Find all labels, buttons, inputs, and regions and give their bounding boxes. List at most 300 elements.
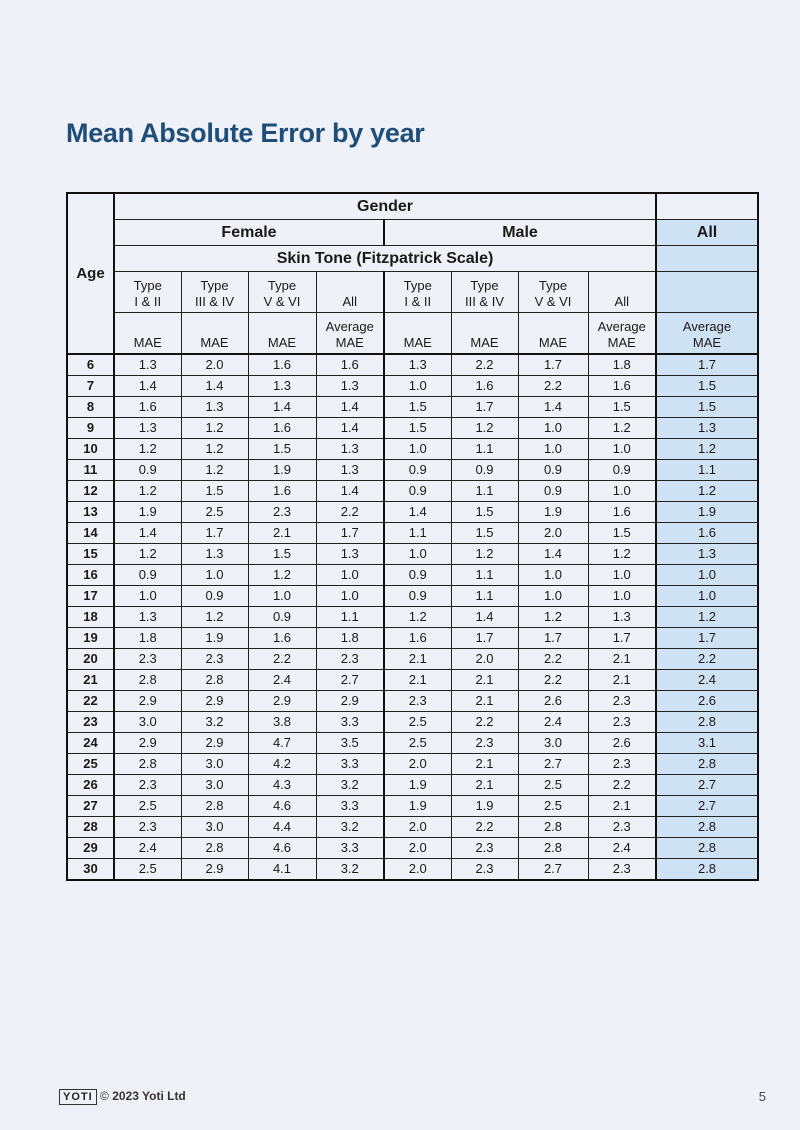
age-cell: 10 xyxy=(67,439,114,460)
mae-cell: 1.9 xyxy=(656,502,758,523)
mae-cell: 1.3 xyxy=(114,607,181,628)
mae-cell: 1.9 xyxy=(248,460,316,481)
mae-cell: 1.2 xyxy=(588,544,656,565)
mae-cell: 2.3 xyxy=(588,817,656,838)
mae-cell: 1.4 xyxy=(316,481,384,502)
mae-cell: 2.5 xyxy=(518,796,588,817)
mae-cell: 3.2 xyxy=(316,817,384,838)
mae-cell: 1.5 xyxy=(451,502,518,523)
mae-cell: 1.4 xyxy=(451,607,518,628)
mae-cell: 1.4 xyxy=(316,397,384,418)
mae-cell: 1.2 xyxy=(248,565,316,586)
age-cell: 14 xyxy=(67,523,114,544)
mae-cell: 2.2 xyxy=(451,712,518,733)
type-header-line1: Type xyxy=(267,278,297,293)
yoti-logo: YOTI xyxy=(59,1089,97,1105)
mae-cell: 4.6 xyxy=(248,838,316,859)
mae-cell: 0.9 xyxy=(248,607,316,628)
mae-cell: 2.7 xyxy=(518,859,588,881)
table-header xyxy=(67,193,758,354)
metric-header-line2: MAE xyxy=(607,335,636,350)
table-row xyxy=(67,628,758,649)
metric-header-line2: MAE xyxy=(470,335,499,350)
type-header xyxy=(588,272,656,313)
table-row xyxy=(67,733,758,754)
mae-cell: 2.7 xyxy=(656,775,758,796)
mae-cell: 2.1 xyxy=(451,670,518,691)
metric-header-line1: Average xyxy=(325,319,374,334)
mae-cell: 1.6 xyxy=(588,376,656,397)
table-row xyxy=(67,376,758,397)
mae-cell: 2.3 xyxy=(588,859,656,881)
metric-header-line1: Average xyxy=(682,319,732,334)
skin-tone-all-blank xyxy=(656,246,758,272)
mae-cell: 2.3 xyxy=(114,649,181,670)
metric-header-line2: MAE xyxy=(133,335,162,350)
age-cell: 24 xyxy=(67,733,114,754)
all-header: All xyxy=(656,220,758,246)
mae-cell: 1.6 xyxy=(248,418,316,439)
mae-cell: 2.5 xyxy=(518,775,588,796)
age-cell: 6 xyxy=(67,354,114,376)
mae-cell: 1.2 xyxy=(114,544,181,565)
mae-cell: 1.6 xyxy=(248,481,316,502)
mae-cell: 2.3 xyxy=(588,691,656,712)
table-row xyxy=(67,649,758,670)
mae-cell: 2.2 xyxy=(316,502,384,523)
mae-cell: 2.9 xyxy=(316,691,384,712)
age-cell: 21 xyxy=(67,670,114,691)
mae-cell: 1.7 xyxy=(656,354,758,376)
mae-cell: 0.9 xyxy=(384,460,451,481)
table-row xyxy=(67,859,758,881)
mae-cell: 1.3 xyxy=(181,397,248,418)
mae-cell: 1.6 xyxy=(588,502,656,523)
metric-header-line2: MAE xyxy=(692,335,722,350)
mae-cell: 1.2 xyxy=(181,460,248,481)
mae-cell: 4.1 xyxy=(248,859,316,881)
mae-cell: 2.9 xyxy=(114,733,181,754)
mae-cell: 2.5 xyxy=(384,712,451,733)
mae-cell: 3.2 xyxy=(316,859,384,881)
age-cell: 19 xyxy=(67,628,114,649)
table-row xyxy=(67,418,758,439)
mae-cell: 4.7 xyxy=(248,733,316,754)
metric-header xyxy=(114,313,181,355)
mae-cell: 2.9 xyxy=(181,859,248,881)
metric-header xyxy=(248,313,316,355)
mae-cell: 4.3 xyxy=(248,775,316,796)
type-header xyxy=(248,272,316,313)
mae-cell: 2.8 xyxy=(114,754,181,775)
metric-header-line2: MAE xyxy=(200,335,229,350)
mae-cell: 1.7 xyxy=(588,628,656,649)
mae-cell: 3.1 xyxy=(656,733,758,754)
mae-cell: 3.0 xyxy=(181,775,248,796)
mae-cell: 2.5 xyxy=(114,859,181,881)
mae-cell: 2.8 xyxy=(656,817,758,838)
mae-cell: 4.6 xyxy=(248,796,316,817)
mae-cell: 1.9 xyxy=(451,796,518,817)
mae-cell: 3.0 xyxy=(181,817,248,838)
skin-tone-header: Skin Tone (Fitzpatrick Scale) xyxy=(114,246,656,272)
gender-header: Gender xyxy=(114,193,656,220)
mae-cell: 2.6 xyxy=(518,691,588,712)
mae-cell: 2.7 xyxy=(316,670,384,691)
mae-cell: 1.7 xyxy=(451,397,518,418)
table-row xyxy=(67,607,758,628)
metric-header xyxy=(451,313,518,355)
mae-cell: 1.9 xyxy=(384,796,451,817)
table-row xyxy=(67,712,758,733)
mae-cell: 2.8 xyxy=(656,838,758,859)
age-cell: 30 xyxy=(67,859,114,881)
mae-cell: 1.3 xyxy=(656,544,758,565)
mae-cell: 1.7 xyxy=(316,523,384,544)
mae-cell: 1.2 xyxy=(451,418,518,439)
mae-cell: 2.0 xyxy=(384,754,451,775)
mae-cell: 2.2 xyxy=(518,649,588,670)
mae-cell: 0.9 xyxy=(384,481,451,502)
mae-cell: 2.1 xyxy=(451,691,518,712)
mae-cell: 1.2 xyxy=(181,418,248,439)
mae-cell: 4.2 xyxy=(248,754,316,775)
mae-cell: 4.4 xyxy=(248,817,316,838)
mae-cell: 2.8 xyxy=(181,670,248,691)
mae-cell: 1.5 xyxy=(656,397,758,418)
mae-cell: 1.4 xyxy=(114,376,181,397)
copyright-text: 2023 Yoti Ltd xyxy=(112,1089,186,1103)
mae-cell: 0.9 xyxy=(518,460,588,481)
mae-cell: 2.9 xyxy=(114,691,181,712)
mae-cell: 3.2 xyxy=(316,775,384,796)
age-cell: 11 xyxy=(67,460,114,481)
mae-cell: 1.4 xyxy=(316,418,384,439)
table-row xyxy=(67,670,758,691)
type-header-line2: III & IV xyxy=(194,294,234,309)
mae-cell: 1.3 xyxy=(656,418,758,439)
mae-cell: 0.9 xyxy=(114,460,181,481)
metric-header-row xyxy=(67,313,758,355)
mae-cell: 1.5 xyxy=(181,481,248,502)
mae-cell: 1.6 xyxy=(656,523,758,544)
type-header xyxy=(518,272,588,313)
age-cell: 28 xyxy=(67,817,114,838)
mae-cell: 1.0 xyxy=(588,439,656,460)
metric-header-line1: Average xyxy=(597,319,646,334)
age-cell: 9 xyxy=(67,418,114,439)
mae-cell: 1.9 xyxy=(518,502,588,523)
type-header-line2: V & VI xyxy=(263,294,301,309)
mae-cell: 1.7 xyxy=(181,523,248,544)
mae-cell: 3.3 xyxy=(316,838,384,859)
age-cell: 27 xyxy=(67,796,114,817)
mae-cell: 2.3 xyxy=(114,775,181,796)
metric-header-line2: MAE xyxy=(335,335,364,350)
mae-cell: 1.0 xyxy=(656,586,758,607)
type-header-line2: All xyxy=(342,294,357,309)
mae-cell: 2.1 xyxy=(248,523,316,544)
mae-cell: 2.1 xyxy=(384,649,451,670)
mae-cell: 2.3 xyxy=(181,649,248,670)
mae-table xyxy=(66,192,759,881)
table-row xyxy=(67,838,758,859)
mae-cell: 1.2 xyxy=(656,607,758,628)
mae-cell: 2.3 xyxy=(451,859,518,881)
mae-cell: 0.9 xyxy=(384,565,451,586)
table-row xyxy=(67,565,758,586)
metric-header xyxy=(656,313,758,355)
mae-cell: 2.1 xyxy=(588,670,656,691)
mae-cell: 1.0 xyxy=(384,544,451,565)
mae-cell: 1.0 xyxy=(384,439,451,460)
mae-cell: 2.3 xyxy=(588,754,656,775)
age-cell: 22 xyxy=(67,691,114,712)
table-row xyxy=(67,796,758,817)
mae-cell: 1.2 xyxy=(656,439,758,460)
age-cell: 26 xyxy=(67,775,114,796)
metric-header-line2: MAE xyxy=(403,335,432,350)
mae-cell: 1.3 xyxy=(316,544,384,565)
metric-header-line2: MAE xyxy=(267,335,297,350)
mae-cell: 1.4 xyxy=(518,397,588,418)
mae-cell: 1.6 xyxy=(451,376,518,397)
age-cell: 17 xyxy=(67,586,114,607)
mae-cell: 2.2 xyxy=(588,775,656,796)
mae-cell: 3.0 xyxy=(181,754,248,775)
mae-cell: 0.9 xyxy=(114,565,181,586)
mae-cell: 1.4 xyxy=(114,523,181,544)
gender-all-blank xyxy=(656,193,758,220)
metric-header xyxy=(518,313,588,355)
type-header-line1: Type xyxy=(470,278,499,293)
mae-cell: 1.5 xyxy=(451,523,518,544)
age-cell: 25 xyxy=(67,754,114,775)
mae-cell: 1.5 xyxy=(384,418,451,439)
mae-cell: 1.7 xyxy=(518,628,588,649)
mae-cell: 1.1 xyxy=(451,586,518,607)
mae-cell: 1.5 xyxy=(588,397,656,418)
mae-cell: 1.0 xyxy=(316,586,384,607)
mae-cell: 1.2 xyxy=(518,607,588,628)
mae-cell: 2.2 xyxy=(451,354,518,376)
mae-cell: 0.9 xyxy=(588,460,656,481)
mae-cell: 1.1 xyxy=(384,523,451,544)
mae-cell: 2.0 xyxy=(384,859,451,881)
mae-cell: 2.8 xyxy=(114,670,181,691)
mae-cell: 1.1 xyxy=(451,481,518,502)
mae-cell: 2.8 xyxy=(518,838,588,859)
mae-cell: 2.3 xyxy=(384,691,451,712)
mae-cell: 1.0 xyxy=(588,481,656,502)
mae-cell: 1.8 xyxy=(114,628,181,649)
mae-cell: 0.9 xyxy=(451,460,518,481)
type-header xyxy=(114,272,181,313)
mae-cell: 2.8 xyxy=(181,796,248,817)
table-row xyxy=(67,439,758,460)
mae-cell: 2.4 xyxy=(656,670,758,691)
mae-cell: 1.3 xyxy=(588,607,656,628)
table-row xyxy=(67,523,758,544)
mae-cell: 2.9 xyxy=(248,691,316,712)
type-header xyxy=(384,272,451,313)
mae-cell: 1.0 xyxy=(384,376,451,397)
metric-header xyxy=(316,313,384,355)
table-row xyxy=(67,354,758,376)
mae-cell: 1.9 xyxy=(114,502,181,523)
mae-cell: 1.7 xyxy=(656,628,758,649)
mae-cell: 1.4 xyxy=(384,502,451,523)
mae-cell: 3.0 xyxy=(114,712,181,733)
mae-cell: 1.0 xyxy=(588,586,656,607)
mae-cell: 2.8 xyxy=(181,838,248,859)
type-header-line2: All xyxy=(614,294,629,309)
mae-cell: 3.3 xyxy=(316,712,384,733)
mae-cell: 1.9 xyxy=(384,775,451,796)
mae-cell: 1.3 xyxy=(316,439,384,460)
page-number: 5 xyxy=(758,1089,766,1104)
age-cell: 15 xyxy=(67,544,114,565)
mae-cell: 1.1 xyxy=(451,439,518,460)
age-cell: 7 xyxy=(67,376,114,397)
table-row xyxy=(67,817,758,838)
mae-cell: 1.5 xyxy=(248,439,316,460)
table-row xyxy=(67,586,758,607)
mae-cell: 1.5 xyxy=(656,376,758,397)
mae-cell: 2.4 xyxy=(588,838,656,859)
mae-cell: 1.0 xyxy=(518,439,588,460)
mae-cell: 3.5 xyxy=(316,733,384,754)
mae-cell: 2.0 xyxy=(384,817,451,838)
copyright xyxy=(100,1089,186,1103)
mae-cell: 1.4 xyxy=(181,376,248,397)
mae-cell: 1.7 xyxy=(451,628,518,649)
age-cell: 12 xyxy=(67,481,114,502)
mae-cell: 2.4 xyxy=(248,670,316,691)
mae-cell: 3.3 xyxy=(316,796,384,817)
table-row xyxy=(67,502,758,523)
mae-cell: 2.4 xyxy=(114,838,181,859)
mae-cell: 1.7 xyxy=(518,354,588,376)
mae-cell: 2.7 xyxy=(518,754,588,775)
mae-cell: 2.3 xyxy=(114,817,181,838)
age-cell: 8 xyxy=(67,397,114,418)
type-header-line1: Type xyxy=(200,278,229,293)
mae-cell: 0.9 xyxy=(384,586,451,607)
mae-cell: 1.0 xyxy=(518,418,588,439)
table-row xyxy=(67,544,758,565)
mae-cell: 2.9 xyxy=(181,733,248,754)
mae-cell: 1.2 xyxy=(181,607,248,628)
mae-cell: 2.3 xyxy=(316,649,384,670)
mae-cell: 2.2 xyxy=(451,817,518,838)
mae-cell: 1.0 xyxy=(518,586,588,607)
type-header-line2: III & IV xyxy=(464,294,504,309)
mae-cell: 1.8 xyxy=(588,354,656,376)
mae-cell: 2.4 xyxy=(518,712,588,733)
type-header-line1: Type xyxy=(403,278,432,293)
age-header: Age xyxy=(67,193,114,354)
mae-cell: 1.6 xyxy=(248,628,316,649)
mae-cell: 2.3 xyxy=(588,712,656,733)
table-body xyxy=(67,354,758,880)
table-row xyxy=(67,775,758,796)
mae-cell: 1.3 xyxy=(316,376,384,397)
mae-cell: 1.2 xyxy=(451,544,518,565)
mae-cell: 2.2 xyxy=(518,376,588,397)
mae-cell: 2.1 xyxy=(588,649,656,670)
mae-cell: 1.6 xyxy=(316,354,384,376)
mae-cell: 2.2 xyxy=(656,649,758,670)
mae-cell: 2.8 xyxy=(518,817,588,838)
mae-cell: 1.0 xyxy=(518,565,588,586)
mae-cell: 2.8 xyxy=(656,712,758,733)
mae-cell: 2.1 xyxy=(451,754,518,775)
mae-cell: 1.5 xyxy=(384,397,451,418)
table-row xyxy=(67,481,758,502)
mae-cell: 1.2 xyxy=(588,418,656,439)
table-row xyxy=(67,754,758,775)
mae-cell: 2.3 xyxy=(248,502,316,523)
mae-cell: 3.0 xyxy=(518,733,588,754)
mae-cell: 1.3 xyxy=(114,354,181,376)
mae-cell: 2.3 xyxy=(451,838,518,859)
mae-cell: 2.3 xyxy=(451,733,518,754)
mae-cell: 2.0 xyxy=(384,838,451,859)
mae-cell: 1.8 xyxy=(316,628,384,649)
mae-cell: 1.2 xyxy=(384,607,451,628)
type-header xyxy=(656,272,758,313)
mae-cell: 1.6 xyxy=(114,397,181,418)
mae-cell: 1.0 xyxy=(114,586,181,607)
mae-cell: 3.3 xyxy=(316,754,384,775)
type-header xyxy=(181,272,248,313)
mae-cell: 2.5 xyxy=(181,502,248,523)
mae-cell: 1.1 xyxy=(656,460,758,481)
mae-cell: 1.5 xyxy=(248,544,316,565)
type-header-row xyxy=(67,272,758,313)
mae-cell: 2.2 xyxy=(248,649,316,670)
mae-cell: 2.1 xyxy=(384,670,451,691)
mae-cell: 1.3 xyxy=(316,460,384,481)
metric-header xyxy=(588,313,656,355)
mae-cell: 1.2 xyxy=(114,439,181,460)
mae-cell: 1.2 xyxy=(114,481,181,502)
type-header xyxy=(316,272,384,313)
mae-cell: 1.0 xyxy=(656,565,758,586)
metric-header-line2: MAE xyxy=(538,335,568,350)
table-row xyxy=(67,691,758,712)
type-header-line2: I & II xyxy=(404,294,432,309)
mae-cell: 1.3 xyxy=(248,376,316,397)
type-header-line1: Type xyxy=(538,278,568,293)
mae-cell: 2.0 xyxy=(451,649,518,670)
mae-cell: 1.2 xyxy=(656,481,758,502)
table-row xyxy=(67,460,758,481)
copyright-symbol: © xyxy=(100,1089,109,1103)
mae-cell: 1.6 xyxy=(384,628,451,649)
mae-cell: 2.2 xyxy=(518,670,588,691)
page-title: Mean Absolute Error by year xyxy=(66,118,425,148)
mae-cell: 2.5 xyxy=(384,733,451,754)
type-header-line1: Type xyxy=(133,278,162,293)
mae-cell: 2.6 xyxy=(656,691,758,712)
metric-header xyxy=(384,313,451,355)
mae-cell: 1.4 xyxy=(248,397,316,418)
mae-cell: 1.0 xyxy=(181,565,248,586)
mae-cell: 2.6 xyxy=(588,733,656,754)
table-row xyxy=(67,397,758,418)
